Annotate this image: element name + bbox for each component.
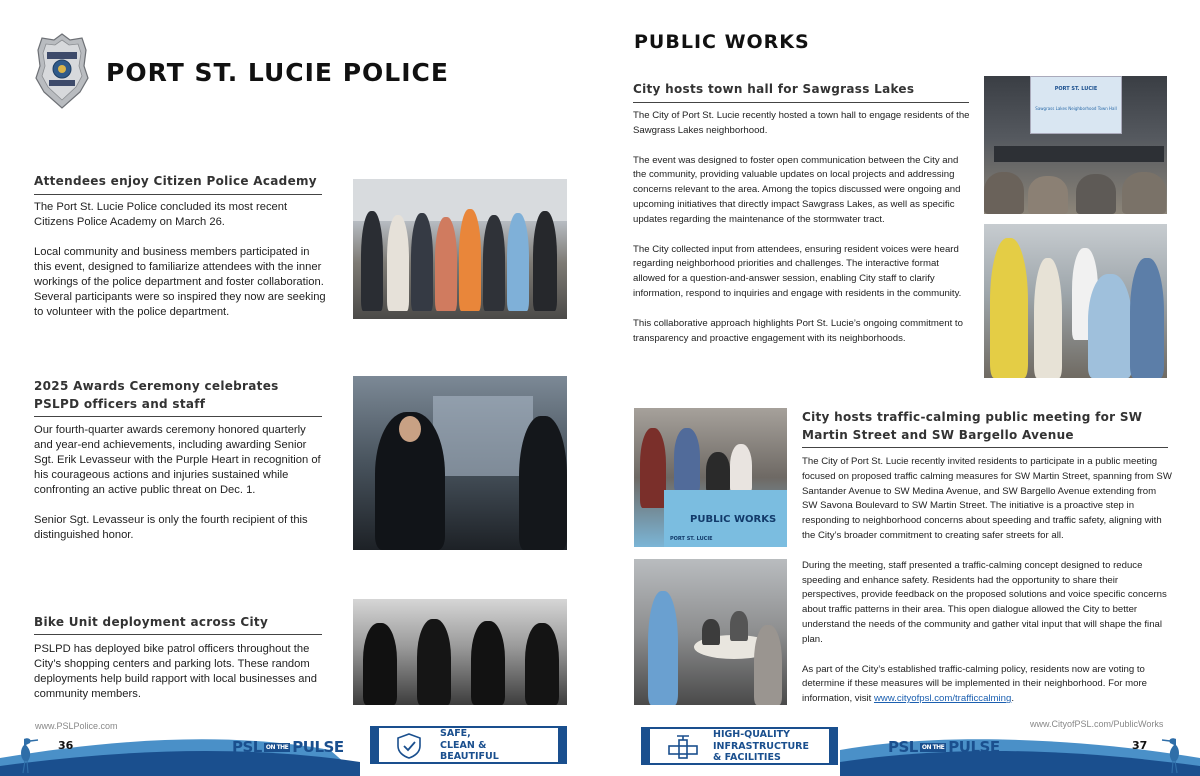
section-body-town-hall [633,109,971,361]
police-badge-icon [34,32,90,110]
pipe-valve-icon [667,732,699,762]
logo-pulse-text: PULSE [948,738,1000,756]
section-body-traffic-calming [802,455,1172,722]
tag-line: BEAUTIFUL [440,751,499,762]
section-heading-academy: Attendees enjoy Citizen Police Academy [34,174,317,188]
section-heading-town-hall: City hosts town hall for Sawgrass Lakes [633,82,915,96]
photo-academy-group [353,179,567,319]
photo-town-hall-discussion [984,224,1167,378]
section-rule [34,194,322,195]
logo-on-text: ON THE [921,744,945,751]
paragraph: The event was designed to foster open communication between the City and the community, providing valuable updates on local projects and addressing concerns relevant to the area. Among the topics discussed were ongoing and upcoming initiatives that directly impact Sawgrass Lakes, as well as specific updates regarding the maintenance of the stormwater tract. [633,154,961,225]
tag-line: SAFE, [440,728,471,739]
paragraph: The City of Port St. Lucie recently invited residents to participate in a public meeting focused on proposed traffic calming measures for SW Martin Street, spanning from SW Santander Avenue to SW Medina Avenue, and SW Bargello Avenue extending from SW Savona Boulevard to SW Martin Street. The initiative is a proactive step in responding to neighborhood concerns about speeding and traffic safety, aligning with the City’s broader commitment to creating safer streets for all. [802,456,1172,541]
badge-text-bottom [40,22,84,23]
page-number-right: 37 [1132,739,1148,752]
footer-url-left[interactable]: www.PSLPolice.com [35,721,118,731]
section-rule [34,634,322,635]
paragraph: This collaborative approach highlights Port St. Lucie’s ongoing commitment to transparency and proactive engagement with its neighborhoods. [633,317,963,344]
tag-bar [643,729,650,763]
section-body-awards [34,423,326,558]
logo-on-text: ON THE [265,744,289,751]
booth-banner-text: PUBLIC WORKS [690,514,777,525]
photo-bike-unit [353,599,567,705]
photo-traffic-meeting [634,559,787,705]
logo-pulse-text: PULSE [292,738,344,756]
section-rule [802,447,1168,448]
tag-line: & FACILITIES [713,752,781,763]
paragraph: PSLPD has deployed bike patrol officers throughout the City’s shopping centers and parking lots. These random deployments help build rapport with local businesses and community members. [34,643,317,700]
paragraph: Senior Sgt. Levasseur is only the fourth recipient of this distinguished honor. [34,514,308,541]
paragraph: The City of Port St. Lucie recently hosted a town hall to engage residents of the Sawgrass Lakes neighborhood. [633,110,970,136]
tag-line: INFRASTRUCTURE [713,740,809,752]
tag-bar [372,728,379,762]
tag-safe-clean-beautiful [370,726,567,764]
tag-text-left [440,728,499,763]
tag-line: HIGH-QUALITY [713,729,790,740]
heron-icon [10,735,40,775]
paragraph: Our fourth-quarter awards ceremony honored quarterly and year-end achievements, including awarding Senior Sgt. Erik Levasseur with the Purple Heart in recognition of his courageous actions and injuries sustained while confronting an active public threat on Dec. 1. [34,424,321,496]
section-body-bike-unit [34,642,326,717]
heron-icon [1160,735,1190,775]
booth-sub-text: PORT ST. LUCIE [670,536,713,542]
logo-psl-text: PSL [888,738,918,756]
paragraph: The City collected input from attendees, ensuring resident voices were heard regarding neighborhood priorities and challenges. The interactive format allowed for a question-and-answer session, enabling City staff to clarify information, respond to inquiries and engage with residents in the community. [633,243,962,299]
psl-pulse-logo-left [232,738,344,756]
paragraph: During the meeting, staff presented a traffic-calming concept designed to reduce speeding and enhance safety. Residents had the opportunity to share their perspectives, provide feedback on the proposed solutions and voice specific concerns about traffic patterns in their area. This open dialogue allowed the City to better understand the needs of the community and gather vital input that will shape the final plan. [802,559,1167,645]
logo-psl-text: PSL [232,738,262,756]
paragraph-text: As part of the City’s established traffic-calming policy, residents now are voting to determine if these measures will be implemented in their neighborhood. For more information, visit [802,663,1148,705]
tag-line: CLEAN & [440,739,487,751]
psl-pulse-logo-right [888,738,1000,756]
slide-caption-text: Sawgrass Lakes Neighborhood Town Hall [1035,106,1117,111]
paragraph-with-link [802,663,1172,707]
page-title-public-works: PUBLIC WORKS [634,31,810,53]
section-body-academy [34,200,326,335]
traffic-calming-link[interactable]: www.cityofpsl.com/trafficcalming [873,693,1012,705]
page-number-left: 36 [58,739,74,752]
tag-bar [558,728,565,762]
section-heading-traffic-calming: City hosts traffic-calming public meeting for SW Martin Street and SW Bargello Avenue [802,410,1143,442]
tag-infrastructure [641,727,838,765]
link-suffix: . [1011,693,1015,705]
section-heading-bike-unit: Bike Unit deployment across City [34,615,269,629]
shield-check-icon [394,732,424,760]
section-rule [633,102,969,103]
footer-url-right[interactable]: www.CityofPSL.com/PublicWorks [1030,719,1164,729]
tag-text-right [713,729,809,764]
section-rule [34,416,322,417]
slide-logo-text: PORT ST. LUCIE [1054,86,1098,92]
paragraph: Local community and business members participated in this event, designed to familiarize attendees with the inner workings of the police department and foster collaboration. Several participants were so inspired they now are seeking to volunteer with the police department. [34,246,326,318]
section-heading-awards: 2025 Awards Ceremony celebrates PSLPD officers and staff [34,379,279,411]
photo-awards-ceremony [353,376,567,550]
paragraph: The Port St. Lucie Police concluded its most recent Citizens Police Academy on March 26. [34,201,288,228]
photo-town-hall [984,76,1167,214]
photo-public-works-booth [634,408,787,547]
footer-wave [0,728,1200,776]
page-title-police: PORT ST. LUCIE POLICE [106,58,449,87]
tag-bar [829,729,836,763]
